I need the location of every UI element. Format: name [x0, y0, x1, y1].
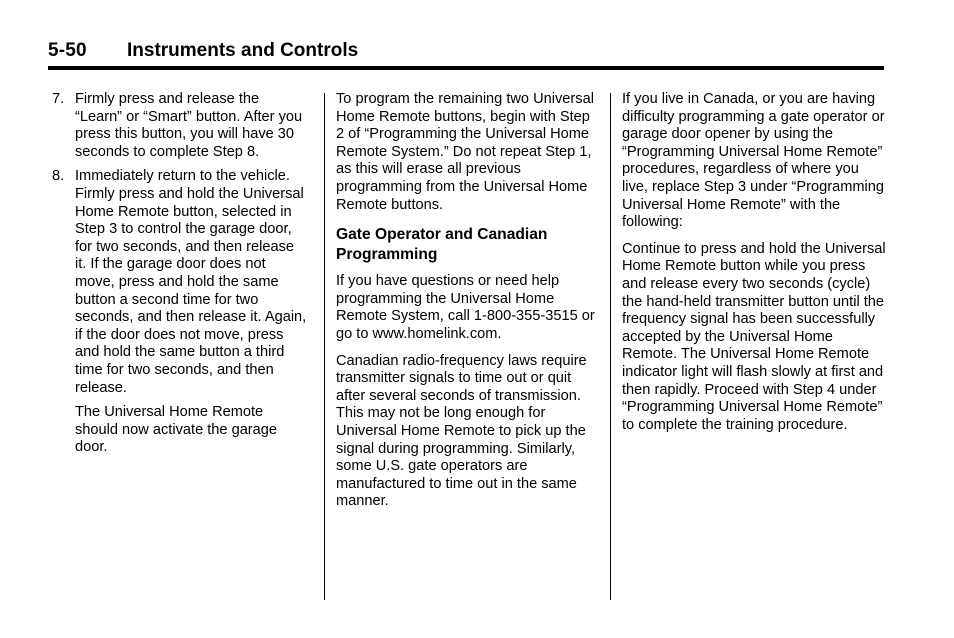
- paragraph: If you have questions or need help programming the Universal Home Remote System, call 1-800-355-3515 or go to www.homelink.com.: [336, 273, 595, 342]
- paragraph: Canadian radio-frequency laws require transmitter signals to time out or quit after several seconds of transmission. This may not be long enough for Universal Home Remote to pick up the signal during programming. Similarly, some U.S. gate operators are manufactured to time out in the same manner.: [336, 352, 587, 510]
- column-divider-2: [610, 93, 611, 600]
- step-note: The Universal Home Remote should now activate the garage door.: [75, 404, 278, 456]
- step-number: 8.: [52, 168, 65, 185]
- column-2: [336, 91, 598, 520]
- page-header: [48, 38, 884, 70]
- subheading: Gate Operator and Canadian Programming: [336, 226, 548, 264]
- step-text: Immediately return to the vehicle. Firmly press and hold the Universal Home Remote button, selected in Step 3 to control the garage door, for two seconds, and then release it. If the garage door does not move, press and hold the same button a second time for two seconds, and then release it. Again, if the door does not move, press and hold the same button a third time for two seconds, and then release.: [75, 168, 307, 396]
- column-divider-1: [324, 93, 325, 600]
- step-number: 7.: [52, 91, 65, 107]
- step-8: [52, 168, 307, 397]
- step-text: Firmly press and release the “Learn” or “Smart” button. After you press this button, you will have 30 seconds to complete Step 8.: [75, 91, 303, 160]
- paragraph: If you live in Canada, or you are having difficulty programming a gate operator or garage door opener by using the “Programming Universal Home Remote” procedures, regardless of where you live, replace Step 3 under “Programming Universal Home Remote” with the following:: [622, 91, 885, 231]
- column-3: [622, 91, 888, 443]
- page-number: 5-50: [48, 40, 87, 61]
- intro-paragraph: To program the remaining two Universal Home Remote buttons, begin with Step 2 of “Programming the Universal Home Remote System.” Do not repeat Step 1, as this will erase all previous programming from the Universal Home Remote buttons.: [336, 91, 594, 213]
- step-7: [52, 91, 307, 161]
- paragraph: Continue to press and hold the Universal Home Remote button while you press and release every two seconds (cycle) the hand-held transmitter button until the frequency signal has been successfully accepted by the Universal Home Remote. The Universal Home Remote indicator light will flash slowly at first and then rapidly. Proceed with Step 4 under “Programming Universal Home Remote” to complete the training procedure.: [622, 240, 886, 433]
- section-title: Instruments and Controls: [127, 40, 359, 61]
- column-1: [52, 91, 307, 466]
